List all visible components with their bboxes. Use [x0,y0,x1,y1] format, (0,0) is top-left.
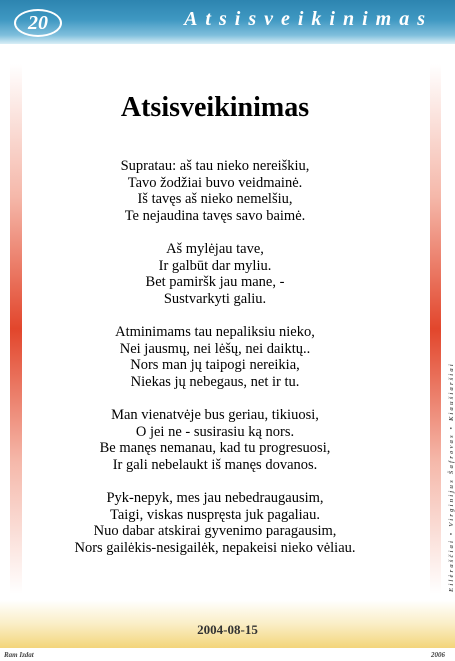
poem-title: Atsisveikinimas [120,92,310,123]
poem-line: Te nejaudina tavęs savo baimė. [124,207,306,224]
poem-line: Nors gailėkis-nesigailėk, nepakeisi nieko vėliau. [74,539,356,556]
right-decorative-stripe [430,64,441,594]
page-number-badge: 20 [14,9,62,37]
poem-line: Iš tavęs aš nieko nemelšiu, [137,191,293,207]
poem-line: Nei jausmų, nei lėšų, nei daiktų.. [119,340,311,357]
footer-date: 2004-08-15 [197,622,258,637]
header-title: Atsisveikinimas [184,8,433,30]
publisher-label: Ram Izdat [4,651,34,659]
poem-line: Nuo dabar atskirai gyvenimo paragausim, [93,523,337,539]
poem-line: Aš mylėjau tave, [166,241,264,257]
poem-line: Niekas jų nebegaus, net ir tu. [130,373,300,390]
poem-line: Ir gali nebelaukt iš manęs dovanos. [112,456,318,473]
poem-line: O jei ne - susirasiu ką nors. [135,423,295,440]
poem-line: Atminimams tau nepaliksiu nieko, [115,324,315,340]
poem-body [0,158,430,573]
poem-line: Sustvarkyti galiu. [163,290,267,307]
poem-line: Bet pamiršk jau mane, - [145,274,285,290]
stanza-4 [0,407,430,473]
poem-line: Man vienatvėje bus geriau, tikiuosi, [111,407,319,423]
stanza-5 [0,490,430,556]
poem-line: Pyk-nepyk, mes jau nebedraugausim, [106,490,324,506]
poem-line: Be manęs nemanau, kad tu progresuosi, [99,440,331,456]
stanza-3 [0,324,430,390]
poem-line: Supratau: aš tau nieko nereiškiu, [120,158,310,174]
poem-line: Nors man jų taipogi nereikia, [130,357,300,373]
poem-line: Taigi, viskas nuspręsta juk pagaliau. [110,506,320,523]
vertical-side-text: Eilėraščiai • Virginijus Šafrovas • Kiaušiaršiai [448,362,455,592]
year-label: 2006 [431,651,445,659]
poem-line: Tavo žodžiai buvo veidmainė. [127,174,303,191]
stanza-1 [0,158,430,224]
stanza-2 [0,241,430,307]
poem-line: Ir galbūt dar myliu. [158,257,272,274]
page-header [0,0,455,44]
